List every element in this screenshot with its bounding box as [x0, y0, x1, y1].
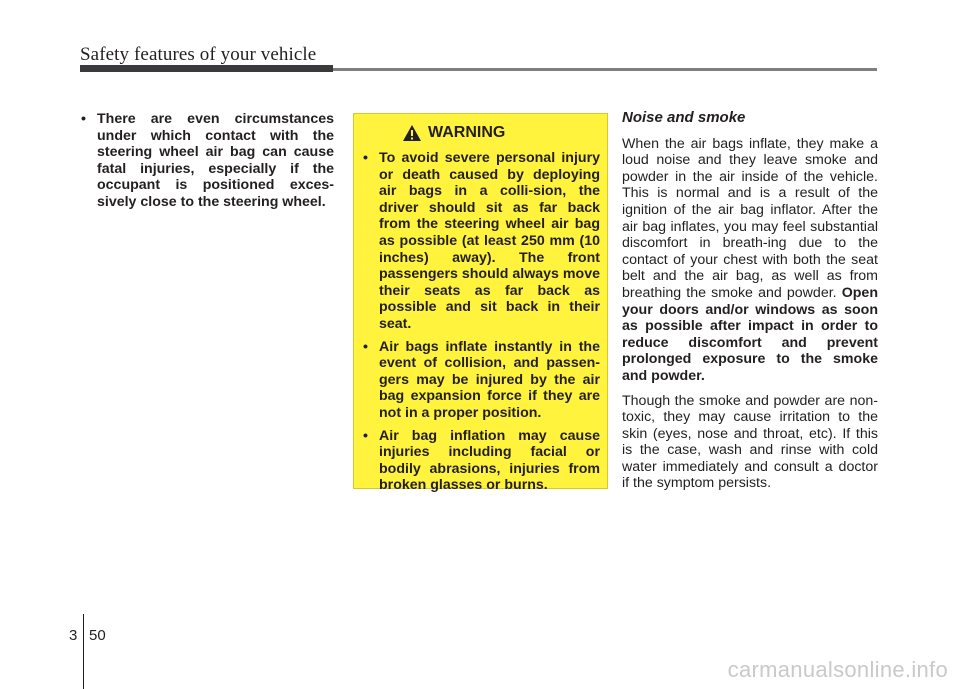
- bullet-icon: •: [363, 338, 368, 355]
- warning-item-text: Air bag inflation may cause injuries including facial or bodily abrasions, injuries from broken glasses or burns.: [379, 427, 600, 494]
- warning-item-text: To avoid severe personal injury or death caused by deploying air bags in a colli-sion, the driver should sit as far back from the steering wheel air bag as possible (at least 250 mm (10 inches) away). The front passengers should always move their seats as far back as possible and sit back in their seat.: [379, 150, 600, 332]
- bullet-icon: •: [363, 427, 368, 444]
- watermark: carmanualsonline.info: [727, 657, 948, 682]
- right-column: [622, 110, 878, 500]
- footer-divider: [83, 614, 84, 689]
- left-column: [79, 111, 334, 211]
- bullet-icon: •: [363, 150, 368, 166]
- header-rule-dark: [80, 65, 333, 72]
- warning-item: [362, 150, 600, 333]
- bullet-icon: •: [81, 111, 86, 127]
- paragraph: Though the smoke and powder are non-toxic, they may cause irritation to the skin (eyes, nose and throat, etc). If this is the case, wash and rinse with cold water immediately and consult a doctor if the symptom persists.: [622, 392, 878, 492]
- page-header-title: Safety features of your vehicle: [80, 44, 317, 65]
- warning-heading-label: WARNING: [428, 124, 506, 141]
- section-title: Noise and smoke: [622, 109, 746, 126]
- header-rule-light: [333, 68, 877, 71]
- list-item: [79, 111, 334, 211]
- paragraph: [622, 136, 878, 385]
- warning-heading: [402, 120, 600, 146]
- warning-item: [362, 428, 600, 494]
- paragraph-text: When the air bags inflate, they make a loud noise and they leave smoke and powder in the air inside of the vehicle. This is normal and is a result of the ignition of the air bag inflator. After the air bag inflates, you may feel substantial discomfort in breath-ing due to the contact of your chest with both the seat belt and the air bag, as well as from breathing the smoke and powder.: [622, 135, 878, 301]
- warning-box: [353, 113, 608, 494]
- warning-item: [362, 339, 600, 422]
- chapter-number: 3: [69, 627, 78, 644]
- bullet-text: There are even circumstances under which contact with the steering wheel air bag can cause fatal injuries, especially if the occupant is positioned exces-sively close to the steering wheel.: [97, 111, 334, 210]
- warning-item-text: Air bags inflate instantly in the event of collision, and passen-gers may be injured by the air bag expansion force if they are not in a proper position.: [379, 338, 600, 421]
- warning-triangle-icon: [402, 124, 422, 142]
- paragraph-emphasis: Open your doors and/or windows as soon as possible after impact in order to reduce discomfort and prevent prolonged exposure to the smoke and powder.: [622, 284, 878, 384]
- page-number: 50: [89, 627, 106, 644]
